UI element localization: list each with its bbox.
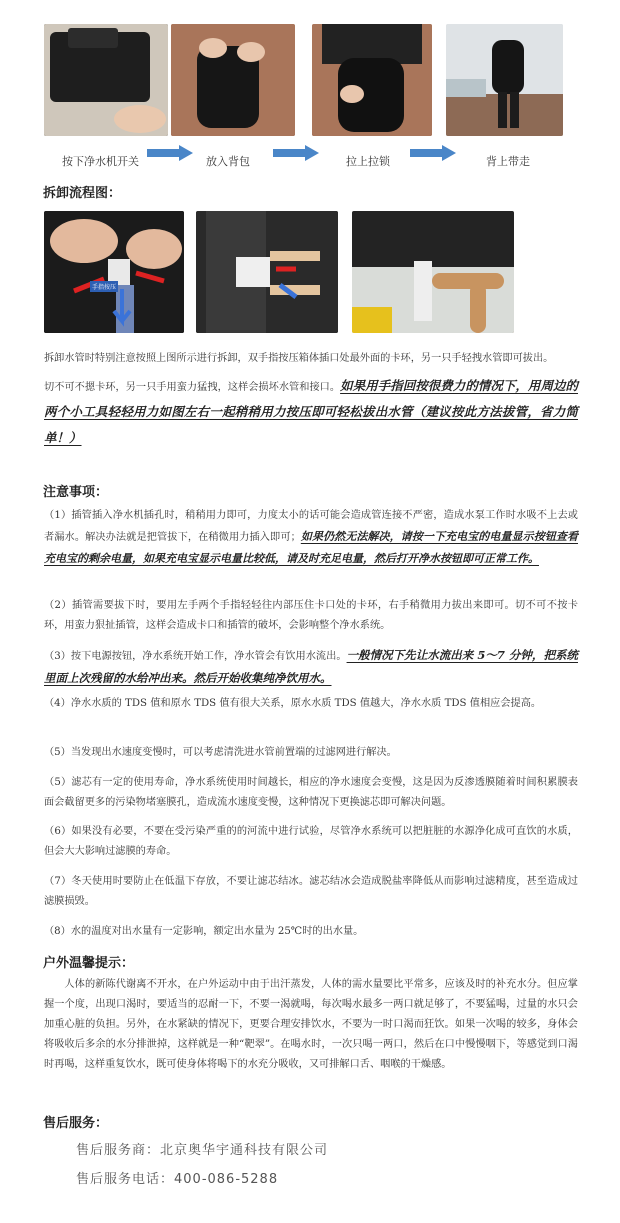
step-arrow-icon: [147, 145, 193, 161]
note-1-plain: （1）插管插入净水机插孔时，稍稍用力即可，力度太小的话可能会造成管连接不严密，造成水泵工作时水吸不上去或者漏水。解决办法就是把管拔下，在稍微用力插入即可；: [44, 510, 578, 543]
notes-title: 注意事项：: [43, 485, 109, 500]
step-photo-zip-up: [312, 24, 432, 136]
disassembly-instructions: [44, 349, 578, 451]
disassembly-photo-tool-press: [196, 211, 338, 333]
after-sales-title: 售后服务：: [43, 1116, 109, 1131]
step-label-power: 按下净水机开关: [62, 155, 139, 168]
after-sales-provider: 售后服务商：北京奥华宇通科技有限公司: [76, 1143, 329, 1158]
outdoor-title: 户外温馨提示：: [43, 956, 135, 971]
disassembly-p2: [44, 373, 578, 451]
disassembly-title: 拆卸流程图：: [43, 186, 122, 201]
step-arrow-icon: [410, 145, 456, 161]
disassembly-p1: 拆卸水管时特别注意按照上图所示进行拆卸，双手指按压箱体插口处最外面的卡环，另一只手轻拽水管即可拔出。: [44, 353, 554, 364]
step-arrow-icon: [273, 145, 319, 161]
finger-press-tag: 手指按压: [90, 281, 118, 292]
note-1: [44, 506, 578, 570]
outdoor-paragraph: 人体的新陈代谢离不开水，在户外运动中由于出汗蒸发，人体的需水量要比平常多，应该及时的补充水分。但应掌握一个度，出现口渴时，要适当的忍耐一下，不要一渴就喝，每次喝水最多一两口就足够了，不要猛喝，过量的水只会加重心脏的负担。另外，在水紧缺的情况下，更要合理安排饮水，不要为一时口渴而狂饮。如果一次喝的较多，身体会将吸收后多余的水分排泄掉，这样就是一种“靶翠”。在喝水时，一次只喝一两口，然后在口中慢慢咽下，等感觉到口渴时再喝，这样重复饮水，既可使身体将喝下的水充分吸收，又可排解口舌、咽喉的干燥感。: [44, 979, 578, 1070]
note-2: （2）插管需要拔下时，要用左手两个手指轻轻往内部压住卡口处的卡环，右手稍微用力拔出来即可。切不可不按卡环，用蛮力狠扯插管，这样会造成卡口和插管的破坏，会影响整个净水系统。: [44, 600, 578, 631]
note-5a: （5）当发现出水速度变慢时，可以考虑清洗进水管前置端的过滤网进行解决。: [44, 747, 397, 758]
note-5b: （5）滤芯有一定的使用寿命，净水系统使用时间越长，相应的净水速度会变慢，这是因为反渗透膜随着时间积累膜表面会截留更多的污染物堵塞膜孔，造成流水速度变慢，这种情况下更换滤芯即可解决问题。: [44, 777, 578, 808]
note-3-emphasis: 一般情况下先让水流出来 5～7 分钟，把系统里面上次残留的水给冲出来。然后开始收集纯净饮用水。: [44, 648, 578, 685]
step-photo-power-switch: [44, 24, 168, 136]
step-photo-carry-away: [446, 24, 563, 136]
note-6: （6）如果没有必要，不要在受污染严重的的河流中进行试验，尽管净水系统可以把脏脏的水源净化成可直饮的水质，但会大大影响过滤膜的寿命。: [44, 826, 578, 857]
step-label-bag: 放入背包: [206, 155, 250, 168]
note-3-plain: （3）按下电源按钮，净水系统开始工作，净水管会有饮用水流出。: [44, 651, 347, 662]
disassembly-p2-plain: 切不可不摁卡环，另一只手用蛮力猛拽，这样会损坏水管和接口。: [44, 382, 341, 393]
step-label-zip: 拉上拉锁: [346, 155, 390, 168]
step-photo-put-in-bag: [171, 24, 295, 136]
note-3: [44, 644, 578, 690]
note-4: （4）净水水质的 TDS 值和原水 TDS 值有很大关系，原水水质 TDS 值越大，净水水质 TDS 值相应会提高。: [44, 698, 542, 709]
step-label-carry: 背上带走: [486, 155, 530, 168]
disassembly-photo-pull-tube: [352, 211, 514, 333]
note-8: （8）水的温度对出水量有一定影响，额定出水量为 25℃时的出水量。: [44, 926, 364, 937]
note-7: （7）冬天使用时要防止在低温下存放，不要让滤芯结冰。滤芯结冰会造成脱盐率降低从而影响过滤精度，甚至造成过滤膜损毁。: [44, 876, 578, 907]
disassembly-p2-emphasis: 如果用手指回按很费力的情况下，用周边的两个小工具轻轻用力如图左右一起稍稍用力按压即可轻松拔出水管（建议按此方法拔管，省力简单！）: [44, 378, 578, 445]
after-sales-phone: 售后服务电话：400-086-5288: [76, 1172, 279, 1187]
disassembly-photo-finger-press: [44, 211, 184, 333]
note-1-emphasis: 如果仍然无法解决，请按一下充电宝的电量显示按钮查看充电宝的剩余电量，如果充电宝显示电量比较低，请及时充足电量，然后打开净水按钮即可正常工作。: [44, 530, 578, 565]
